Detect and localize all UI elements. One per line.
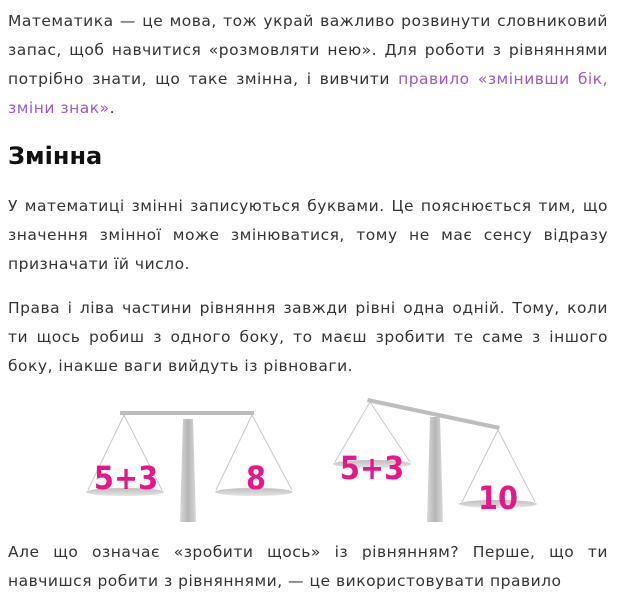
balance-paragraph: Права і ліва частини рівняння завжди рівні одна одній. Тому, коли ти щось робиш з одного боку, то маєш зробити те саме з іншого боку, інакше ваги вийдуть із рівноваги. — [8, 299, 608, 375]
balanced-left-value: 5+3 — [93, 459, 159, 497]
balanced-right-value: 8 — [245, 459, 267, 497]
balance-scales-illustration — [80, 392, 540, 528]
balanced-beam — [120, 411, 254, 415]
balanced-pole — [180, 419, 196, 522]
rule-link[interactable]: правило «змінивши бік, зміни знак» — [8, 70, 608, 117]
unbalanced-pole — [427, 417, 443, 522]
unbalanced-scale — [333, 398, 537, 522]
intro-text: Математика — це мова, тож украй важливо розвинути словниковий запас, щоб навчитися «розмовляти нею». Для роботи з рівняннями потрібно знати, що таке змінна, і вивчити — [8, 12, 608, 88]
unbalanced-left-value: 5+3 — [339, 449, 405, 487]
intro-paragraph — [8, 7, 608, 123]
variables-paragraph: У математиці змінні записуються буквами. Це пояснюється тим, що значення змінної може змінюватися, тому не має сенсу відразу призначати їй число. — [8, 197, 608, 273]
next-paragraph: Але що означає «зробити щось» із рівнянням? Перше, що ти навчишся робити з рівняннями, — це використовувати правило — [8, 543, 608, 590]
balanced-scale — [86, 411, 293, 522]
intro-tail: . — [109, 99, 116, 117]
unbalanced-right-value: 10 — [477, 479, 519, 517]
section-heading: Змінна — [8, 142, 103, 170]
